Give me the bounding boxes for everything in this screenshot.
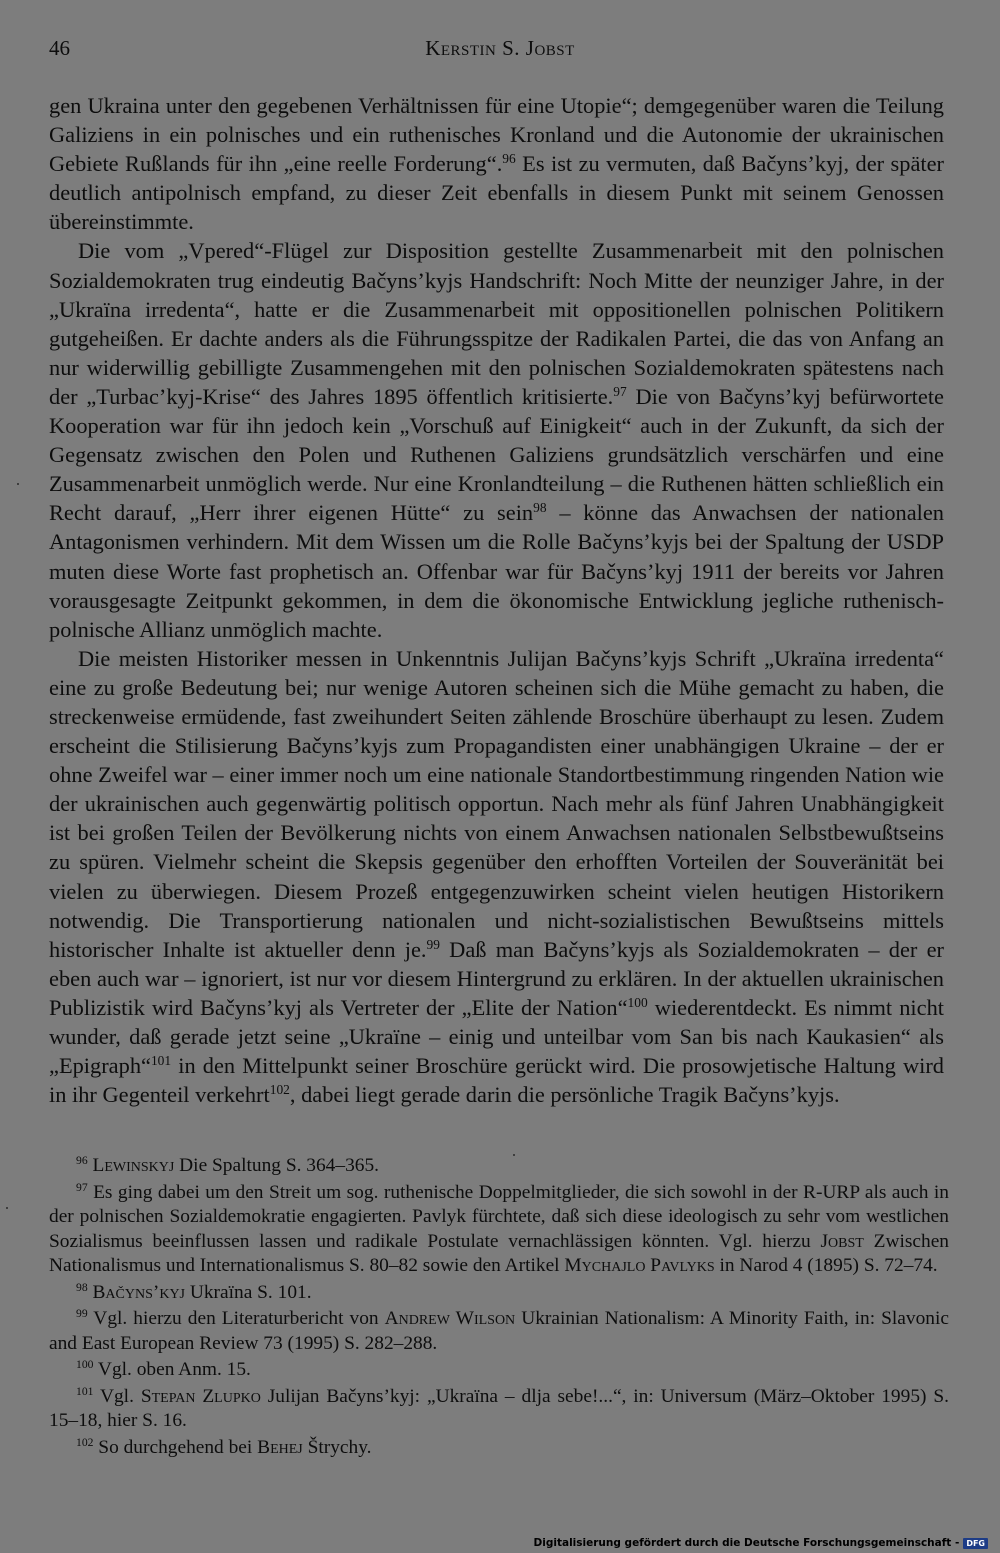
footnote-reference: 97: [76, 1180, 88, 1194]
text-run: wiederentdeckt. Es nimmt nicht wunder, daß gerade jetzt seine „Ukraïne – einig und unteilbar vom San bis nach Kaukasien“ als „Epigraph“: [49, 994, 944, 1079]
text-run: Ukrainian Nationalism: A Minority Faith, in: Slavonic and East European Review 73 (1995) S. 282–288.: [49, 1308, 949, 1354]
text-run: Die meisten Historiker messen in Unkenntnis Julijan Bačyns’kyjs Schrift „Ukraïna irredenta“ eine zu große Bedeutung bei; nur wenige Autoren scheinen sich die Mühe gemacht zu haben, die streckenweise ermüdende, fast zweihundert Seiten zählende Broschüre überhaupt zu lesen. Zudem erscheint die Stilisierung Bačyns’kyjs zum Propagandisten einer unabhängigen Ukraine – der er ohne Zweifel war – einer immer noch um eine nationale Standortbestimmung ringenden Nation wie der ukrainischen auch gegenwärtig politisch opportun. Nach mehr als fünf Jahren Unabhängigkeit ist bei großen Teilen der Bevölkerung nichts von einem Anwachsen nationalen Selbstbewußtseins zu spüren. Vielmehr scheint die Skepsis gegenüber den erhofften Vorteilen der Souveränität bei vielen zu überwiegen. Diesem Prozeß entgegenzuwirken scheint vielen heutigen Historikern notwendig. Die Transportierung nationalen und nicht-sozialistischen Bewußtseins mittels historischer Inhalte ist aktueller denn je.: [49, 645, 944, 962]
text-run: Ukraïna S. 101.: [185, 1281, 312, 1303]
text-run: Vgl. hierzu den Literaturbericht von: [87, 1308, 385, 1329]
text-run: Die vom „Vpered“-Flügel zur Disposition gestellte Zusammenarbeit mit den polnischen Sozialdemokraten trug eindeutig Bačyns’kyjs Handschrift: Noch Mitte der neunziger Jahre, in der „Ukraïna irredenta“, hatte er die Zusammenarbeit mit oppositionellen polnischen Politikern gutgeheißen. Er dachte anders als die Führungsspitze der Radikalen Partei, die das von Anfang an nur widerwillig gebilligte Zusammengehen mit den polnischen Sozialdemokraten spätestens nach der „Turbac’kyj-Krise“ des Jahres 1895 öffentlich kritisierte.: [49, 238, 944, 409]
text-run: Zwischen Nationalismus und Internationalismus S. 80–82 sowie den Artikel: [49, 1230, 949, 1276]
footnote: [49, 1154, 949, 1179]
text-run: Štrychy.: [302, 1436, 372, 1458]
digitization-banner: [534, 1537, 988, 1549]
page-number: 46: [49, 36, 70, 60]
text-run: gen Ukraina unter den gegebenen Verhältnissen für eine Utopie“; demgegenüber waren die Teilung Galiziens in ein polnisches und ein ruthenisches Kronland und die Autonomie der ukrainischen Gebiete Rußlands für ihn „eine reelle Forderung“.: [49, 93, 944, 177]
footnote: [49, 1385, 949, 1434]
text-run: Die Spaltung S. 364–365.: [174, 1155, 380, 1176]
footnote-reference: 101: [76, 1384, 94, 1398]
footnote-reference: 97: [613, 383, 627, 399]
dfg-logo-icon: DFG: [963, 1538, 988, 1549]
author-name: Mychajlo Pavlyks: [564, 1255, 715, 1276]
text-run: Vgl.: [93, 1385, 141, 1407]
footnote-reference: 100: [76, 1358, 94, 1372]
footnote-reference: 96: [502, 151, 516, 167]
scan-speck: [513, 1154, 515, 1156]
footnote-reference: 102: [269, 1082, 290, 1098]
footnote-reference: 98: [76, 1280, 88, 1294]
text-run: Julijan Bačyns’kyj: „Ukraïna – dlja sebe!...“, in: Universum (März–Oktober 1995) S. 15–18, hier S. 16.: [49, 1385, 949, 1431]
running-head: Kerstin S. Jobst: [425, 36, 575, 60]
paragraph: [49, 91, 944, 236]
footnote: [49, 1307, 949, 1356]
author-name: Stepan Zlupko: [140, 1385, 261, 1407]
text-run: , dabei liegt gerade darin die persönliche Tragik Bačyns’kyjs.: [289, 1082, 840, 1108]
footnote-reference: 99: [426, 936, 440, 952]
footnote-reference: 102: [76, 1435, 94, 1449]
footnote: [49, 1358, 949, 1383]
banner-text: Digitalisierung gefördert durch die Deutsche Forschungsgemeinschaft -: [533, 1537, 960, 1549]
scan-speck: [6, 1207, 8, 1209]
author-name: Behej: [257, 1436, 303, 1458]
text-run: Daß man Bačyns’kyjs als Sozialdemokraten – der er eben auch war – ignoriert, ist nur vor diesem Hintergrund zu erklären. In der aktuellen ukrainischen Publizistik wird Bačyns’kyj als Vertreter der „Elite der Nation“: [49, 936, 944, 1020]
text-run: Es ging dabei um den Streit um sog. ruthenische Doppelmitglieder, die sich sowohl in der R-URP als auch in der polnischen Sozialdemokratie engagierten. Pavlyk fürchtete, daß sich diese ideologisch zu sehr vom westlichen Sozialismus beeinflussen lassen und radikale Postulate vernachlässigen könnten. Vgl. hierzu: [49, 1181, 949, 1252]
footnote: [49, 1181, 949, 1279]
footnote: [49, 1436, 949, 1461]
text-run: So durchgehend bei: [93, 1436, 258, 1458]
text-run: in Narod 4 (1895) S. 72–74.: [714, 1255, 938, 1276]
text-run: – könne das Anwachsen der nationalen Antagonismen verhindern. Mit dem Wissen um die Rolle Bačyns’kyjs bei der Spaltung der USDP muten diese Worte fast prophetisch an. Offenbar war für Bačyns’kyj 1911 der bereits vor Jahren vorausgesagte Zeitpunkt gekommen, in dem die ökonomische Entwicklung jegliche ruthenisch-polnische Allianz unmöglich machte.: [49, 500, 944, 642]
text-run: Die von Bačyns’kyj befürwortete Kooperation war für ihn jedoch kein „Vorschuß auf Einigkeit“ auch in der Zukunft, da sich der Gegensatz zwischen den Polen und Ruthenen Galiziens grundsätzlich verschärfen und eine Zusammenarbeit unmöglich werde. Nur eine Kronlandteilung – die Ruthenen hätten schließlich ein Recht darauf, „Herr ihrer eigenen Hütte“ zu sein: [49, 383, 944, 526]
footnote-reference: 100: [627, 994, 648, 1010]
footnote-reference: 99: [76, 1307, 88, 1321]
text-run: in den Mittelpunkt seiner Broschüre gerückt wird. Die prosowjetische Haltung wird in ihr Gegenteil verkehrt: [49, 1053, 944, 1108]
footnotes: [49, 1152, 949, 1462]
paragraph: [49, 236, 944, 643]
text-run: Es ist zu vermuten, daß Bačyns’kyj, der später deutlich antipolnisch empfand, zu dieser Zeit ebenfalls in diesem Punkt mit seinem Genossen übereinstimmte.: [49, 151, 944, 235]
scan-speck: [17, 483, 19, 485]
paragraph: [49, 644, 944, 1110]
author-name: Jobst: [820, 1230, 864, 1252]
footnote-reference: 101: [150, 1053, 172, 1069]
author-name: Andrew Wilson: [384, 1308, 516, 1329]
footnote-reference: 98: [533, 500, 547, 516]
body-text: [49, 91, 944, 1109]
author-name: Bačyns’kyj: [92, 1281, 185, 1303]
author-name: Lewinskyj: [92, 1155, 175, 1176]
footnote-reference: 96: [76, 1154, 88, 1168]
text-run: Vgl. oben Anm. 15.: [93, 1359, 251, 1380]
footnote: [49, 1281, 949, 1306]
